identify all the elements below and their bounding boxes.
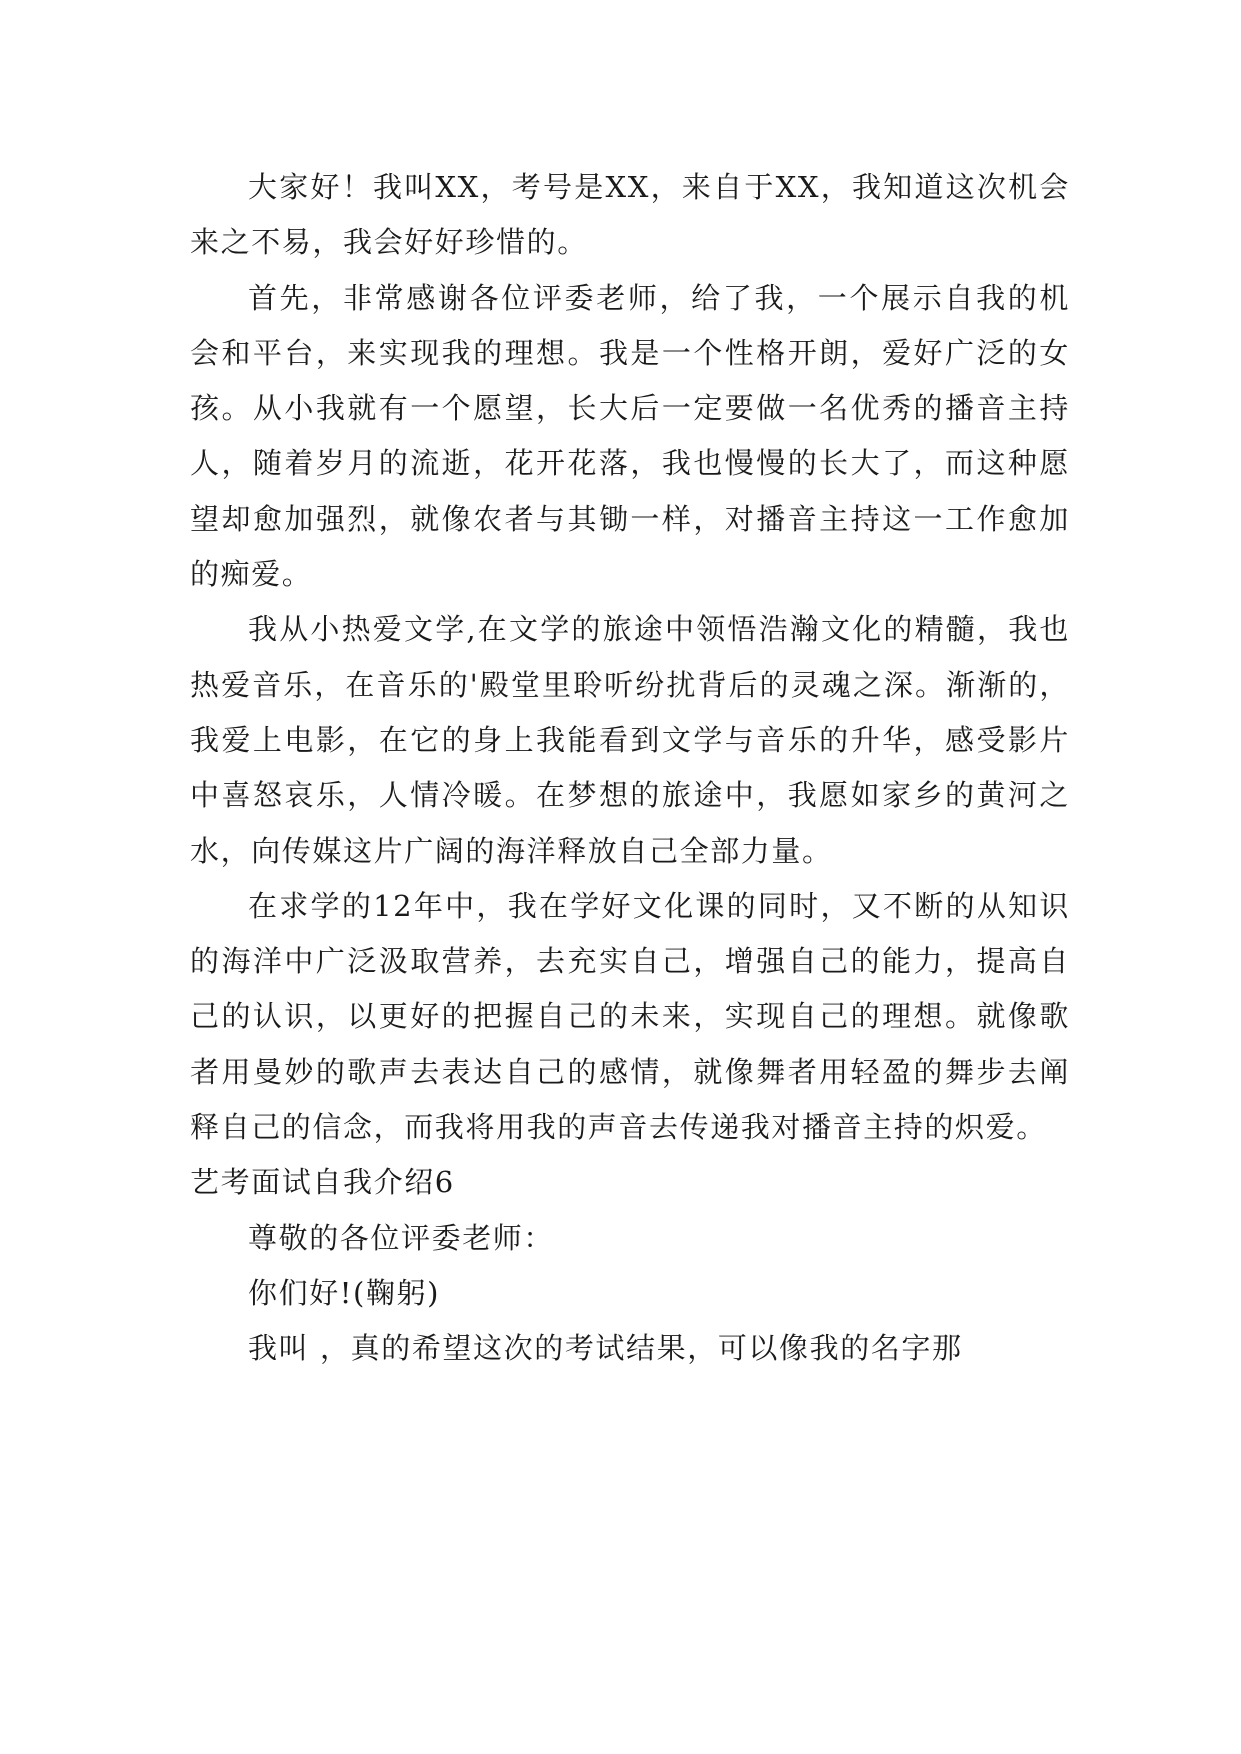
paragraph-literature: 我从小热爱文学,在文学的旅途中领悟浩瀚文化的精髓，我也热爱音乐，在音乐的'殿堂里聆听纷扰背后的灵魂之深。渐渐的，我爱上电影，在它的身上我能看到文学与音乐的升华，感受影片中喜怒哀乐，人情冷暖。在梦想的旅途中，我愿如家乡的黄河之水，向传媒这片广阔的海洋释放自己全部力量。 [190, 612, 1070, 868]
paragraph-salutation: 尊敬的各位评委老师： [248, 1220, 555, 1255]
section-heading: 艺考面试自我介绍6 [190, 1165, 455, 1200]
paragraph-greeting: 大家好！我叫XX，考号是XX，来自于XX，我知道这次机会来之不易，我会好好珍惜的。 [190, 170, 1070, 260]
document-body [190, 160, 1070, 1377]
paragraph-name: 我叫 ，真的希望这次的考试结果，可以像我的名字那 [248, 1331, 963, 1366]
paragraph-hello: 你们好!(鞠躬) [248, 1275, 441, 1310]
paragraph-thanks: 首先，非常感谢各位评委老师，给了我，一个展示自我的机会和平台，来实现我的理想。我是一个性格开朗，爱好广泛的女孩。从小我就有一个愿望，长大后一定要做一名优秀的播音主持人，随着岁月的流逝，花开花落，我也慢慢的长大了，而这种愿望却愈加强烈，就像农者与其锄一样，对播音主持这一工作愈加的痴爱。 [190, 280, 1070, 592]
paragraph-study: 在求学的12年中，我在学好文化课的同时，又不断的从知识的海洋中广泛汲取营养，去充实自己，增强自己的能力，提高自己的认识，以更好的把握自己的未来，实现自己的理想。就像歌者用曼妙的歌声去表达自己的感情，就像舞者用轻盈的舞步去阐释自己的信念，而我将用我的声音去传递我对播音主持的炽爱。 [190, 888, 1070, 1145]
